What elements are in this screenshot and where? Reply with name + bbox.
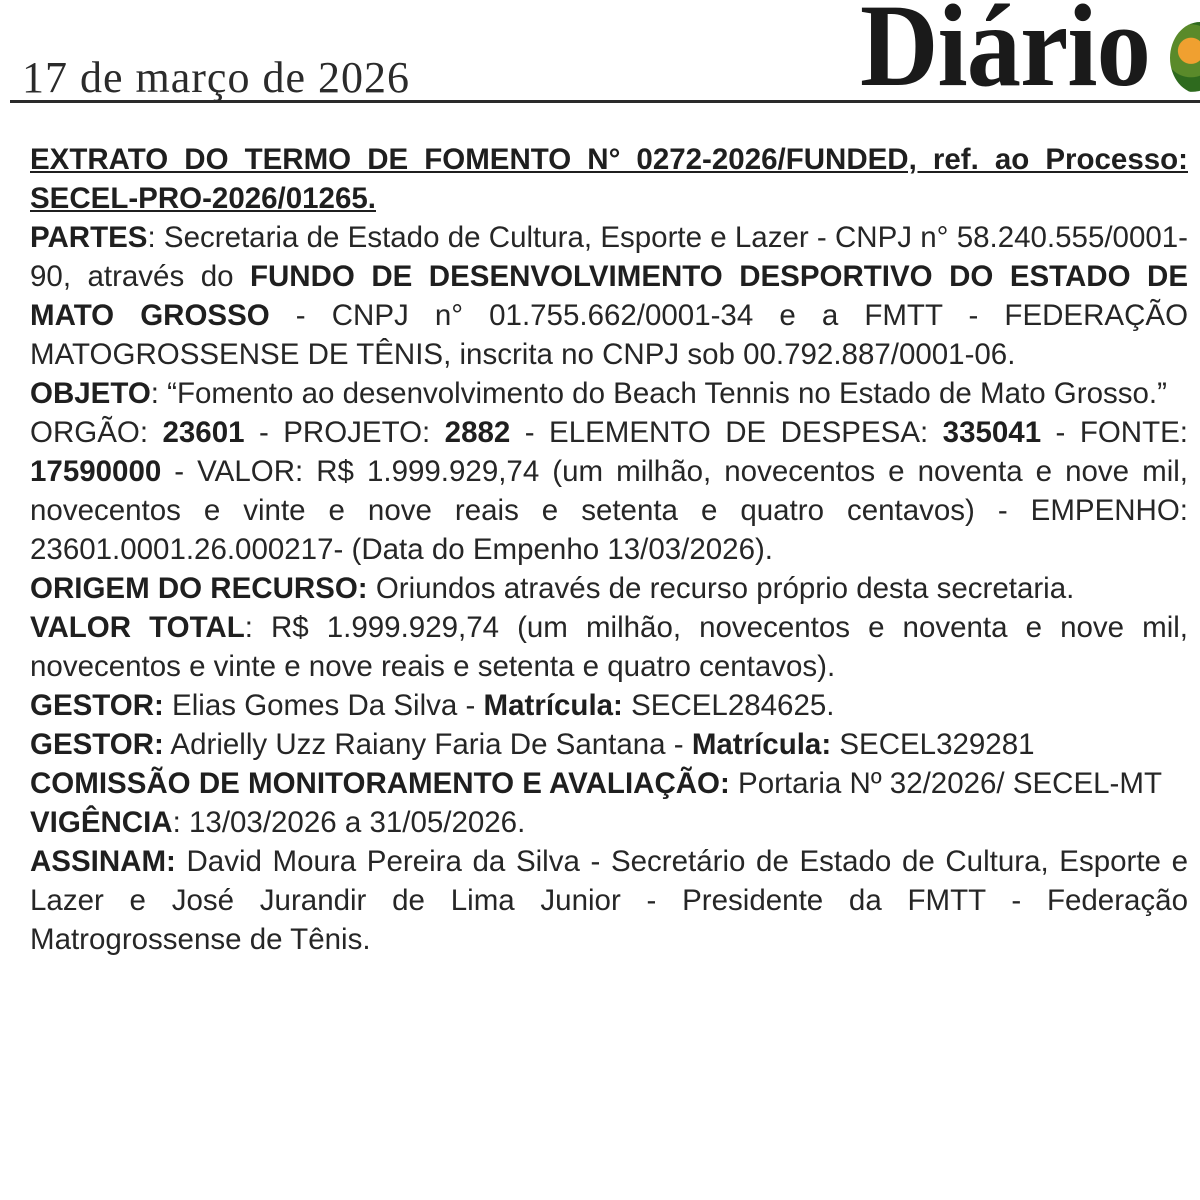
projeto-value: 2882 — [444, 416, 511, 449]
extract-title: EXTRATO DO TERMO DE FOMENTO N° 0272-2026/FUNDED, ref. ao Processo: SECEL-PRO-2026/01265. — [30, 143, 1188, 215]
partes-fund-name: FUNDO DE DESENVOLVIMENTO DESPORTIVO DO ESTADO DE MATO GROSSO — [30, 260, 1189, 332]
gestor-2-paragraph — [30, 725, 1188, 764]
valor-total-label: VALOR TOTAL — [30, 611, 245, 644]
fonte-value: 17590000 — [30, 455, 162, 488]
partes-text-2: - CNPJ n° 01.755.662/0001-34 e a FMTT - FEDERAÇÃO MATOGROSSENSE DE TÊNIS, inscrita no CNPJ sob 00.792.887/0001-06. — [30, 299, 1189, 371]
fonte-label: - FONTE: — [1041, 416, 1188, 449]
partes-label: PARTES — [30, 221, 148, 254]
valor-total-paragraph — [30, 608, 1188, 686]
comissao-label: COMISSÃO DE MONITORAMENTO E AVALIAÇÃO: — [30, 767, 730, 800]
gestor-2-matricula-label: Matrícula: — [691, 728, 832, 761]
orgao-label: ORGÃO: — [30, 416, 163, 449]
comissao-text: Portaria Nº 32/2026/ SECEL-MT — [729, 767, 1162, 800]
header-divider — [10, 100, 1200, 103]
origem-paragraph — [30, 569, 1188, 608]
gestor-1-matricula: SECEL284625. — [622, 689, 835, 722]
comissao-paragraph — [30, 764, 1188, 803]
vigencia-paragraph — [30, 803, 1188, 842]
objeto-paragraph — [30, 374, 1188, 413]
partes-text-1: : Secretaria de Estado de Cultura, Esporte e Lazer - CNPJ n° 58.240.555/0001-90, através do — [30, 221, 1188, 293]
valor-empenho-text: - VALOR: R$ 1.999.929,74 (um milhão, novecentos e noventa e nove mil, novecentos e vinte e nove reais e setenta e quatro centavos) - EMPENHO: 23601.0001.26.000217- (Data do Empenho 13/03/2026). — [30, 455, 1188, 566]
assinam-paragraph — [30, 842, 1188, 959]
projeto-label: - PROJETO: — [244, 416, 445, 449]
gestor-1-matricula-label: Matrícula: — [483, 689, 623, 722]
partes-paragraph — [30, 218, 1188, 374]
gestor-1-name: Elias Gomes Da Silva - — [163, 689, 484, 722]
vigencia-text: : 13/03/2026 a 31/05/2026. — [172, 806, 526, 839]
origem-text: Oriundos através de recurso próprio desta secretaria. — [367, 572, 1075, 605]
vigencia-label: VIGÊNCIA — [30, 806, 173, 839]
extract-article — [30, 140, 1188, 959]
gestor-1-label: GESTOR: — [30, 689, 164, 722]
valor-total-text: : R$ 1.999.929,74 (um milhão, novecentos e noventa e nove mil, novecentos e vinte e nove reais e setenta e quatro centavos). — [30, 611, 1188, 683]
elemento-value: 335041 — [942, 416, 1042, 449]
gestor-2-matricula: SECEL329281 — [831, 728, 1035, 761]
gestor-2-name: Adrielly Uzz Raiany Faria De Santana - — [163, 728, 692, 761]
orcamento-paragraph — [30, 413, 1188, 569]
gestor-2-label: GESTOR: — [30, 728, 164, 761]
objeto-text: : “Fomento ao desenvolvimento do Beach Tennis no Estado de Mato Grosso.” — [150, 377, 1167, 410]
gestor-1-paragraph — [30, 686, 1188, 725]
assinam-label: ASSINAM: — [30, 845, 176, 878]
elemento-label: - ELEMENTO DE DESPESA: — [510, 416, 943, 449]
orgao-value: 23601 — [162, 416, 245, 449]
newspaper-masthead: Diário — [860, 0, 1150, 111]
objeto-label: OBJETO — [30, 377, 151, 410]
origem-label: ORIGEM DO RECURSO: — [30, 572, 368, 605]
issue-date: 17 de março de 2026 — [22, 53, 410, 102]
assinam-text: David Moura Pereira da Silva - Secretário de Estado de Cultura, Esporte e Lazer e José Jurandir de Lima Junior - Presidente da FMTT - Federação Matrogrossense de Tênis. — [30, 845, 1188, 956]
